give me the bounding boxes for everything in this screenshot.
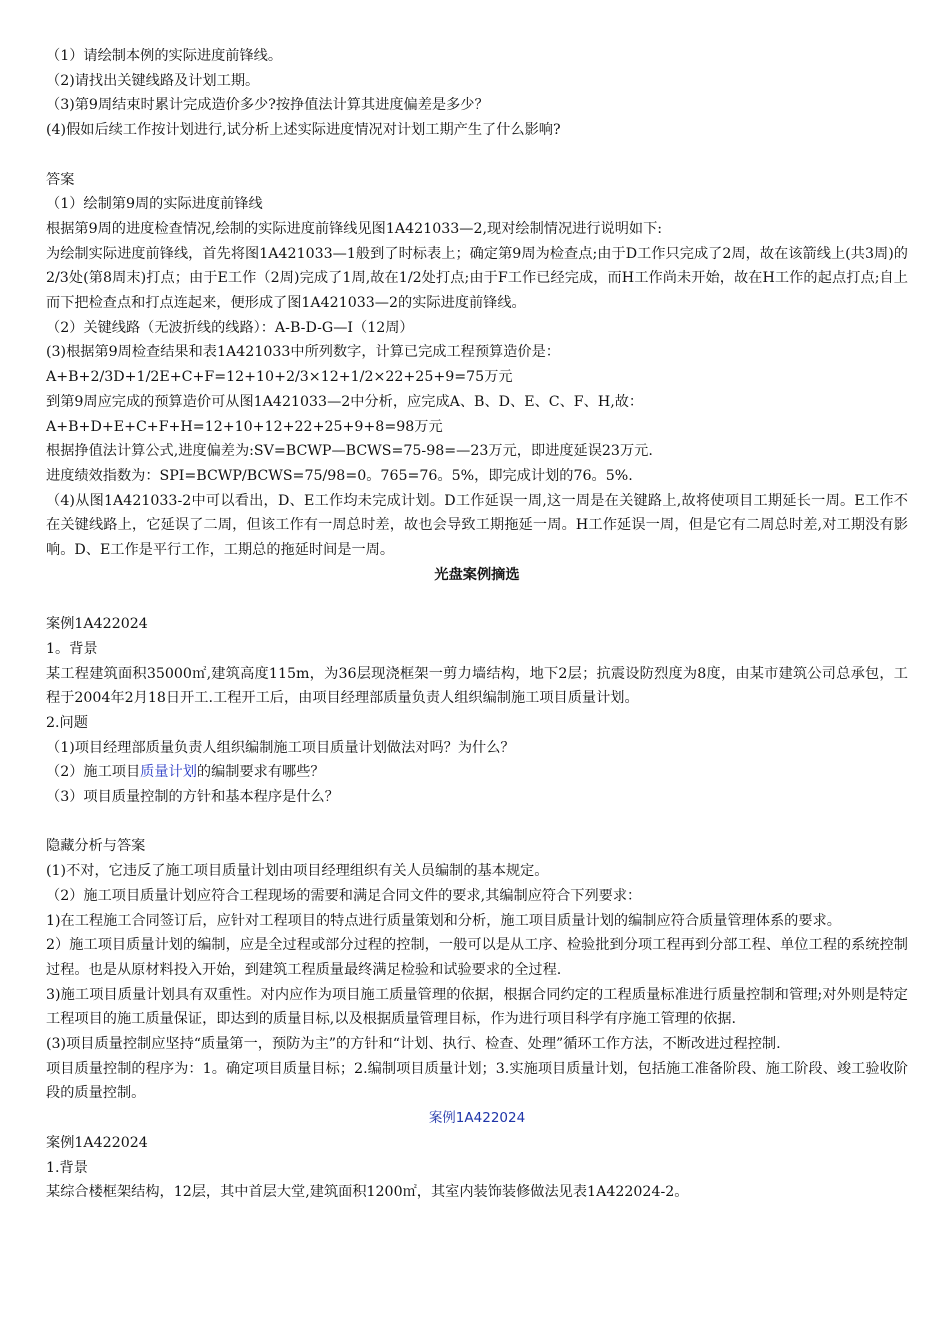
q2-suffix: 的编制要求有哪些？ [196, 764, 325, 781]
case1-question-1: （1)项目经理部质量负责人组织编制施工项目质量计划做法对吗？为什么？ [46, 739, 515, 756]
q2-prefix: （2）施工项目 [46, 764, 141, 781]
answer-line: 为绘制实际进度前锋线，首先将图1A421033—1般到了时标表上；确定第9周为检查点;由于D工作只完成了2周，故在该箭线上(共3周)的2/3处(第8周末)打点；由于E工作（2周)完成了1周,故在1/2处打点;由于F工作已经完成，而H工作尚未开始，故在H工作的起点打点;自上而下把检查点和打点连起来，便形成了图1A421033—2的实际进度前锋线。 [46, 245, 908, 312]
case1-question-3: （3）项目质量控制的方针和基本程序是什么？ [46, 789, 339, 806]
answer-line: （2）关键线路（无波折线的线路）：A-B-D-G—I（12周） [46, 319, 414, 336]
answer-line: 进度绩效指数为：SPI=BCWP/BCWS=75/98=0。765=76。5%，即完成计划的76。5%. [46, 467, 633, 484]
answer-line: 根据第9周的进度检查情况,绘制的实际进度前锋线见图1A421033—2,现对绘制情况进行说明如下: [46, 220, 663, 237]
quality-plan-link[interactable]: 质量计划 [140, 764, 197, 781]
hidden-answer-line: 项目质量控制的程序为：1。确定项目质量目标；2.编制项目质量计划；3.实施项目质量计划，包括施工准备阶段、施工阶段、竣工验收阶段的质量控制。 [46, 1060, 908, 1102]
spacer [46, 587, 908, 612]
answer-line: (3)根据第9周检查结果和表1A421033中所列数字，计算已完成工程预算造价是： [46, 344, 560, 361]
answer-line: A+B+2/3D+1/2E+C+F=12+10+2/3×12+1/2×22+25+9=75万元 [46, 369, 513, 386]
question-1: （1）请绘制本例的实际进度前锋线。 [46, 48, 283, 64]
hidden-answer-line: 2）施工项目质量计划的编制，应是全过程或部分过程的控制，一般可以是从工序、检验批到分项工程再到分部工程、单位工程的系统控制过程。也是从原材料投入开始，到建筑工程质量最终满足检验和试验要求的全过程. [46, 937, 908, 978]
case1-background-text: 某工程建筑面积35000㎡,建筑高度115m，为36层现浇框架一剪力墙结构，地下2层；抗震设防烈度为8度，由某市建筑公司总承包，工程于2004年2月18日开工.工程开工后，由项目经理部质量负责人组织编制施工项目质量计划。 [46, 665, 908, 707]
answer-line: （4)从图1A421033-2中可以看出，D、E工作均未完成计划。D工作延误一周,这一周是在关键路上,故将使项目工期延长一周。E工作不在关键线路上，它延误了二周，但该工作有一周总时差，故也会导致工期拖延一周。H工作延误一周，但是它有二周总时差,对工期没有影响。D、E工作是平行工作，工期总的拖延时间是一周。 [46, 492, 908, 559]
case2-background-text: 某综合楼框架结构，12层，其中首层大堂,建筑面积1200㎡，其室内装饰装修做法见表1A422024-2。 [46, 1184, 689, 1201]
section-title: 光盘案例摘选 [434, 566, 520, 583]
document-page [46, 44, 908, 1205]
spacer [46, 143, 908, 168]
case1-background-title: 1。背景 [46, 640, 98, 657]
hidden-answer-line: (1)不对，它违反了施工项目质量计划由项目经理组织有关人员编制的基本规定。 [46, 863, 549, 880]
answer-line: 根据挣值法计算公式,进度偏差为:SV=BCWP—BCWS=75-98=—23万元，即进度延误23万元. [46, 443, 653, 460]
case1-question-2 [46, 760, 908, 785]
answer-line: （1）绘制第9周的实际进度前锋线 [46, 196, 263, 213]
question-3: （3)第9周结束时累计完成造价多少?按挣值法计算其进度偏差是多少？ [46, 97, 489, 114]
hidden-answer-line: 3)施工项目质量计划具有双重性。对内应作为项目施工质量管理的依据，根据合同约定的工程质量标准进行质量控制和管理;对外则是特定工程项目的施工质量保证，即达到的质量目标,以及根据质量管理目标，作为进行项目科学有序施工管理的依据. [46, 986, 908, 1028]
hidden-answer-title: 隐藏分析与答案 [46, 838, 146, 855]
case1-question-title: 2.问题 [46, 714, 88, 731]
hidden-answer-line: 1)在工程施工合同签订后，应针对工程项目的特点进行质量策划和分析，施工项目质量计划的编制应符合质量管理体系的要求。 [46, 912, 841, 929]
answer-title: 答案 [46, 171, 75, 188]
question-2: （2)请找出关键线路及计划工期。 [46, 72, 260, 89]
question-4: (4)假如后续工作按计划进行,试分析上述实际进度情况对计划工期产生了什么影响? [46, 122, 561, 139]
answer-line: A+B+D+E+C+F+H=12+10+12+22+25+9+8=98万元 [46, 418, 443, 435]
case1-title: 案例1A422024 [46, 616, 148, 633]
hidden-answer-line: （2）施工项目质量计划应符合工程现场的需要和满足合同文件的要求,其编制应符合下列要求： [46, 887, 642, 904]
case2-background-title: 1.背景 [46, 1159, 88, 1176]
case2-heading: 案例1A422024 [428, 1110, 526, 1127]
spacer [46, 810, 908, 835]
answer-line: 到第9周应完成的预算造价可从图1A421033—2中分析，应完成A、B、D、E、C、F、H,故： [46, 393, 644, 410]
hidden-answer-line: (3)项目质量控制应坚持“质量第一，预防为主”的方针和“计划、执行、检查、处理”循环工作方法，不断改进过程控制. [46, 1036, 781, 1053]
case2-title: 案例1A422024 [46, 1134, 148, 1151]
